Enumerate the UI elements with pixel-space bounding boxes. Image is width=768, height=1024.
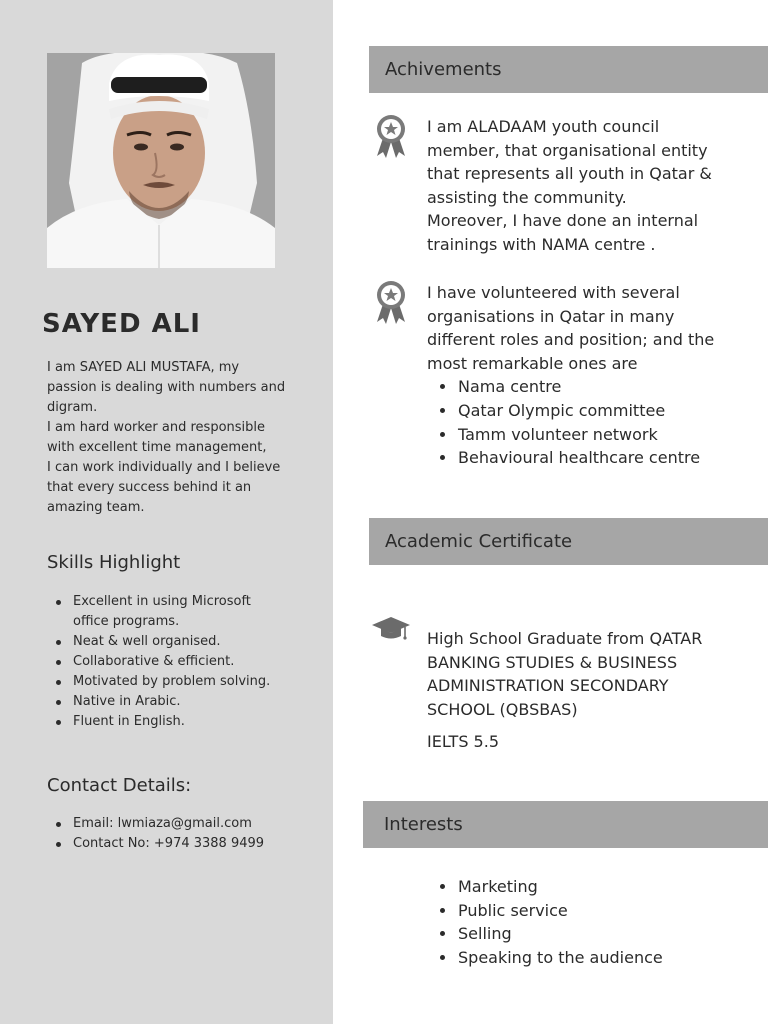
organisation-item: Qatar Olympic committee — [427, 399, 737, 423]
skills-list — [73, 592, 270, 732]
achievement-line: I have volunteered with several — [427, 283, 680, 302]
interest-item: Selling — [427, 922, 737, 946]
profile-photo — [47, 53, 275, 268]
bio-line: passion is dealing with numbers and — [47, 380, 286, 395]
contact-phone: Contact No: +974 3388 9499 — [73, 834, 264, 854]
organisation-item: Tamm volunteer network — [427, 423, 737, 447]
skill-item: Motivated by problem solving. — [73, 672, 270, 692]
achievements-header: Achivements — [369, 46, 768, 93]
interest-item: Speaking to the audience — [427, 946, 737, 970]
skill-item: Fluent in English. — [73, 712, 270, 732]
achievement-text-2 — [427, 281, 737, 470]
organisation-item: Behavioural healthcare centre — [427, 446, 737, 470]
skill-item: Collaborative & efficient. — [73, 652, 270, 672]
bio-line: amazing team. — [47, 500, 145, 515]
academic-header: Academic Certificate — [369, 518, 768, 565]
academic-line: ADMINISTRATION SECONDARY — [427, 676, 669, 696]
academic-line: SCHOOL (QBSBAS) — [427, 699, 578, 719]
achievement-line: member, that organisational entity — [427, 140, 708, 160]
organisations-list — [427, 375, 737, 469]
achievement-line: most remarkable ones are — [427, 353, 638, 373]
award-ribbon-icon — [374, 114, 408, 160]
contact-list — [73, 814, 264, 854]
left-sidebar — [0, 0, 333, 1024]
skills-heading: Skills Highlight — [47, 552, 181, 573]
academic-line: High School Graduate from QATAR — [427, 629, 703, 648]
award-ribbon-icon — [374, 280, 408, 326]
achievement-line: that represents all youth in Qatar & — [427, 164, 712, 184]
achievement-text-1 — [427, 115, 737, 257]
bio-line: with excellent time management, — [47, 440, 267, 455]
academic-line: BANKING STUDIES & BUSINESS — [427, 652, 678, 672]
skill-item-continuation: office programs. — [73, 614, 180, 629]
interests-section — [427, 875, 737, 969]
interest-item: Public service — [427, 899, 737, 923]
skill-item: Excellent in using Microsoft — [73, 592, 270, 612]
achievement-line: different roles and position; and the — [427, 330, 715, 350]
bio-line: that every success behind it an — [47, 480, 252, 495]
bio-line: digram. — [47, 400, 98, 415]
skill-item: Neat & well organised. — [73, 632, 270, 652]
interest-item: Marketing — [427, 875, 737, 899]
achievement-line: trainings with NAMA centre . — [427, 234, 656, 254]
bio-line: I am hard worker and responsible — [47, 420, 266, 435]
bio-line: I am SAYED ALI MUSTAFA, my — [47, 360, 240, 375]
achievement-line: I am ALADAAM youth council — [427, 117, 660, 136]
bio-text — [47, 358, 307, 518]
organisation-item: Nama centre — [427, 375, 737, 399]
ielts-score: IELTS 5.5 — [427, 732, 499, 752]
achievement-line: organisations in Qatar in many — [427, 306, 675, 326]
candidate-name: SAYED ALI — [42, 309, 201, 339]
achievement-line: Moreover, I have done an internal — [427, 211, 699, 231]
graduation-cap-icon — [371, 615, 411, 641]
interests-list — [427, 875, 737, 969]
contact-heading: Contact Details: — [47, 775, 192, 796]
bio-line: I can work individually and I believe — [47, 460, 281, 475]
contact-email: Email: lwmiaza@gmail.com — [73, 814, 264, 834]
achievement-line: assisting the community. — [427, 187, 627, 207]
skill-item: Native in Arabic. — [73, 692, 270, 712]
interests-header: Interests — [363, 801, 768, 848]
academic-text — [427, 627, 737, 754]
